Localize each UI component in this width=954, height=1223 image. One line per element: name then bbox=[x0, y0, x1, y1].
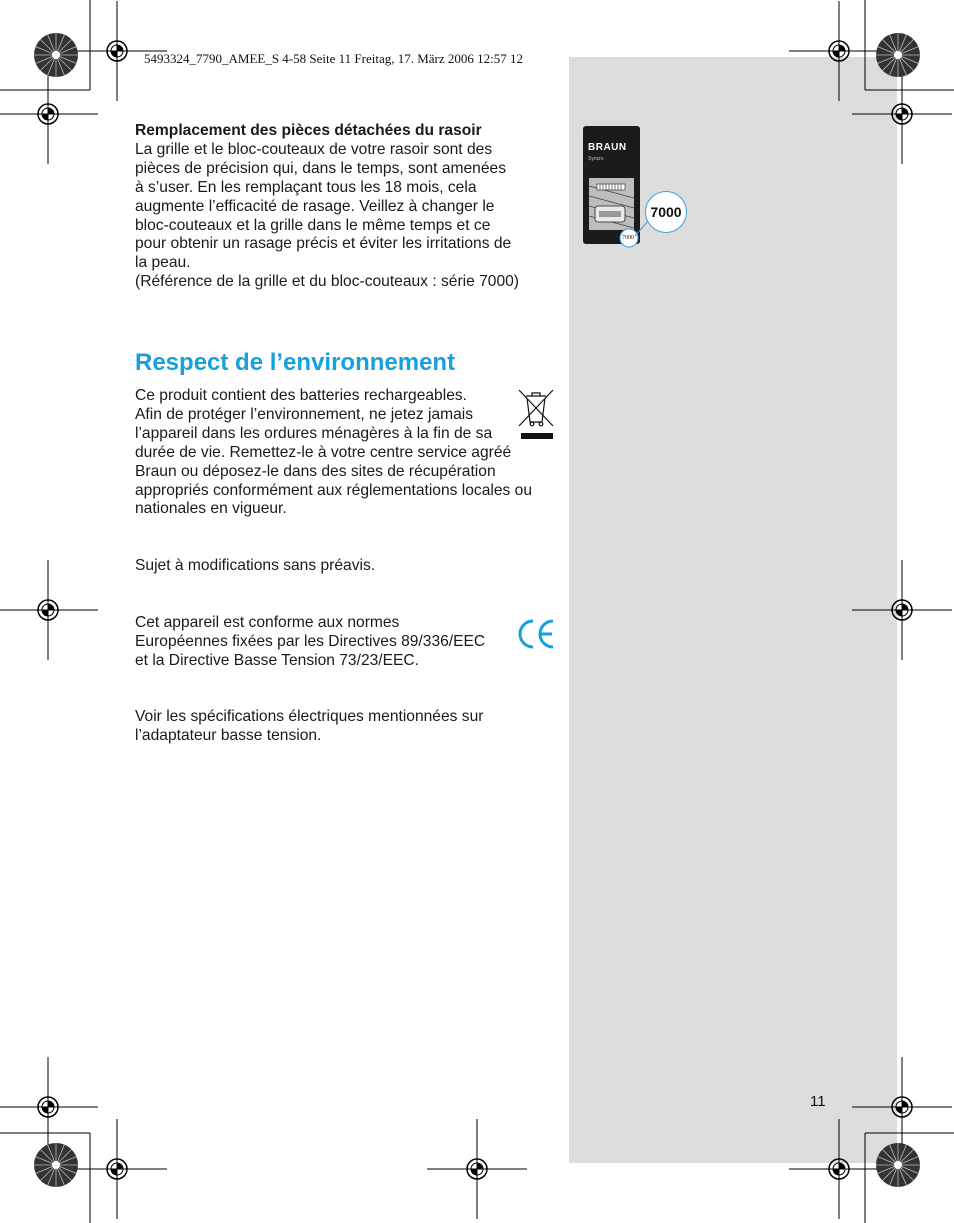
notice-text: Sujet à modifications sans préavis. bbox=[135, 557, 376, 574]
replacement-line: augmente l’efficacité de rasage. Veillez à changer le bbox=[135, 197, 495, 215]
conformity-line: Européennes fixées par les Directives 89/336/EEC bbox=[135, 632, 486, 650]
electrical-line: Voir les spécifications électriques mentionnées sur bbox=[135, 708, 484, 725]
conformity-line: et la Directive Basse Tension 73/23/EEC. bbox=[135, 651, 420, 669]
weee-bin-icon bbox=[517, 388, 555, 442]
replacement-line: pour obtenir un rasage précis et éviter les irritations de bbox=[135, 235, 512, 253]
environment-line: l’appareil dans les ordures ménagères à la fin de sa bbox=[135, 424, 493, 442]
environment-section bbox=[135, 387, 565, 519]
pack-label: 7000 bbox=[622, 235, 634, 241]
callout-label: 7000 bbox=[650, 204, 682, 220]
electrical-section bbox=[135, 708, 483, 746]
modification-notice bbox=[135, 557, 375, 576]
replacement-section bbox=[135, 122, 565, 292]
brand-sub: Syncro bbox=[588, 156, 604, 162]
replacement-line: pièces de précision qui, dans le temps, sont amenées bbox=[135, 159, 506, 177]
environment-line: Braun ou déposez-le dans des sites de récupération bbox=[135, 462, 496, 480]
environment-line: nationales en vigueur. bbox=[135, 500, 287, 518]
print-slug: 5493324_7790_AMEE_S 4-58 Seite 11 Freitag, 17. März 2006 12:57 12 bbox=[144, 51, 524, 66]
conformity-line: Cet appareil est conforme aux normes bbox=[135, 614, 400, 631]
environment-line: appropriés conformément aux réglementations locales ou bbox=[135, 481, 532, 499]
replacement-line: à s’user. En les remplaçant tous les 18 mois, cela bbox=[135, 178, 477, 196]
replacement-line: (Référence de la grille et du bloc-couteaux : série 7000) bbox=[135, 273, 519, 291]
environment-line: Afin de protéger l’environnement, ne jetez jamais bbox=[135, 405, 474, 423]
environment-heading: Respect de l’environnement bbox=[135, 349, 456, 376]
page-number: 11 bbox=[810, 1093, 826, 1110]
replacement-title: Remplacement des pièces détachées du rasoir bbox=[135, 122, 482, 139]
replacement-line: bloc-couteaux et la grille dans le même temps et ce bbox=[135, 216, 491, 234]
callout-bubble bbox=[645, 191, 687, 233]
conformity-section bbox=[135, 614, 485, 671]
ce-mark-icon bbox=[516, 618, 556, 650]
replacement-line: La grille et le bloc-couteaux de votre rasoir sont des bbox=[135, 140, 493, 158]
electrical-line: l’adaptateur basse tension. bbox=[135, 726, 322, 744]
environment-line: durée de vie. Remettez-le à votre centre service agréé bbox=[135, 443, 512, 461]
replacement-line: la peau. bbox=[135, 254, 191, 272]
brand-logo: BRAUN bbox=[588, 142, 627, 153]
environment-line: Ce produit contient des batteries rechargeables. bbox=[135, 387, 467, 404]
